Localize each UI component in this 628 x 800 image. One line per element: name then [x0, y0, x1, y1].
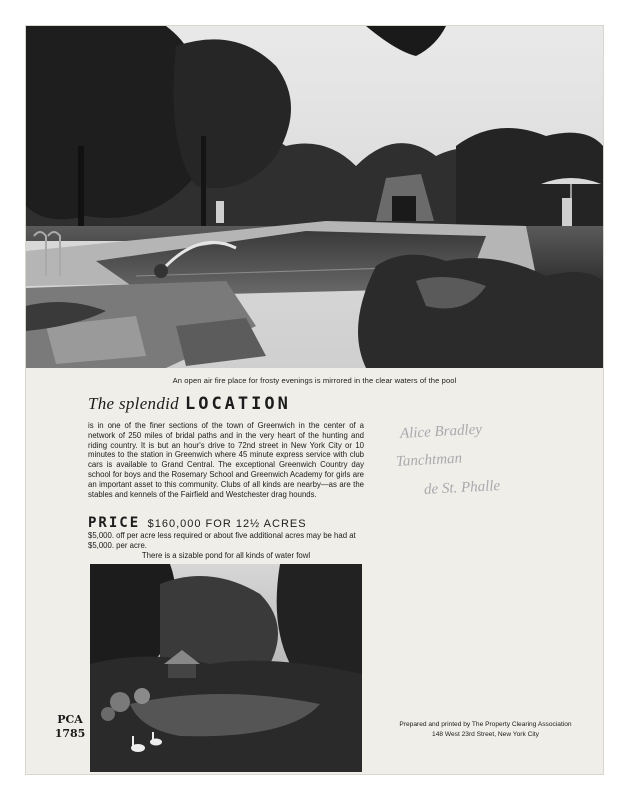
pool-caption: An open air fire place for frosty evenings is mirrored in the clear waters of the pool — [172, 376, 457, 385]
catalog-code-number: 1785 — [54, 727, 86, 740]
printer-address: 148 West 23rd Street, New York City — [432, 731, 539, 738]
price-detail: $5,000. off per acre less required or about five additional acres may be had at $5,000. per acre. — [88, 531, 356, 550]
pool-photo — [26, 26, 603, 368]
handwritten-line: Alice Bradley — [399, 421, 483, 442]
heading-script: The splendid — [88, 394, 179, 413]
handwritten-notes — [396, 420, 596, 504]
pond-caption: There is a sizable pond for all kinds of water fowl — [141, 551, 311, 560]
catalog-code-prefix: PCA — [57, 713, 83, 726]
printer-line: Prepared and printed by The Property Clearing Association — [399, 721, 572, 728]
section-heading — [88, 394, 378, 418]
catalog-code — [50, 713, 90, 741]
heading-location: LOCATION — [184, 394, 291, 414]
brochure-page — [26, 26, 603, 774]
price-line — [88, 514, 378, 532]
location-description: is in one of the finer sections of the town of Greenwich in the center of a network of 250 miles of bridal paths and in the very heart of the hunting and riding country. It is but an hour's drive to 72nd street in New York City or 10 minutes to the station in Greenwich where 45 minute express service with club cars is available to Grand Central. The exceptional Greenwich Country day school for boys and the Rosemary School and Greenwich Academy for girls are an important asset to this community. Clubs of all kinds are nearby—as are the stables and kennels of the Fairfield and Westchester drag hounds. — [88, 421, 364, 499]
price-amount: $160,000 FOR 12½ ACRES — [147, 518, 307, 530]
handwritten-line: de St. Phalle — [423, 478, 501, 498]
pond-photo — [90, 564, 362, 772]
printer-credit — [368, 720, 603, 740]
handwritten-line: Tanchtman — [395, 450, 463, 470]
price-label: PRICE — [88, 515, 141, 531]
